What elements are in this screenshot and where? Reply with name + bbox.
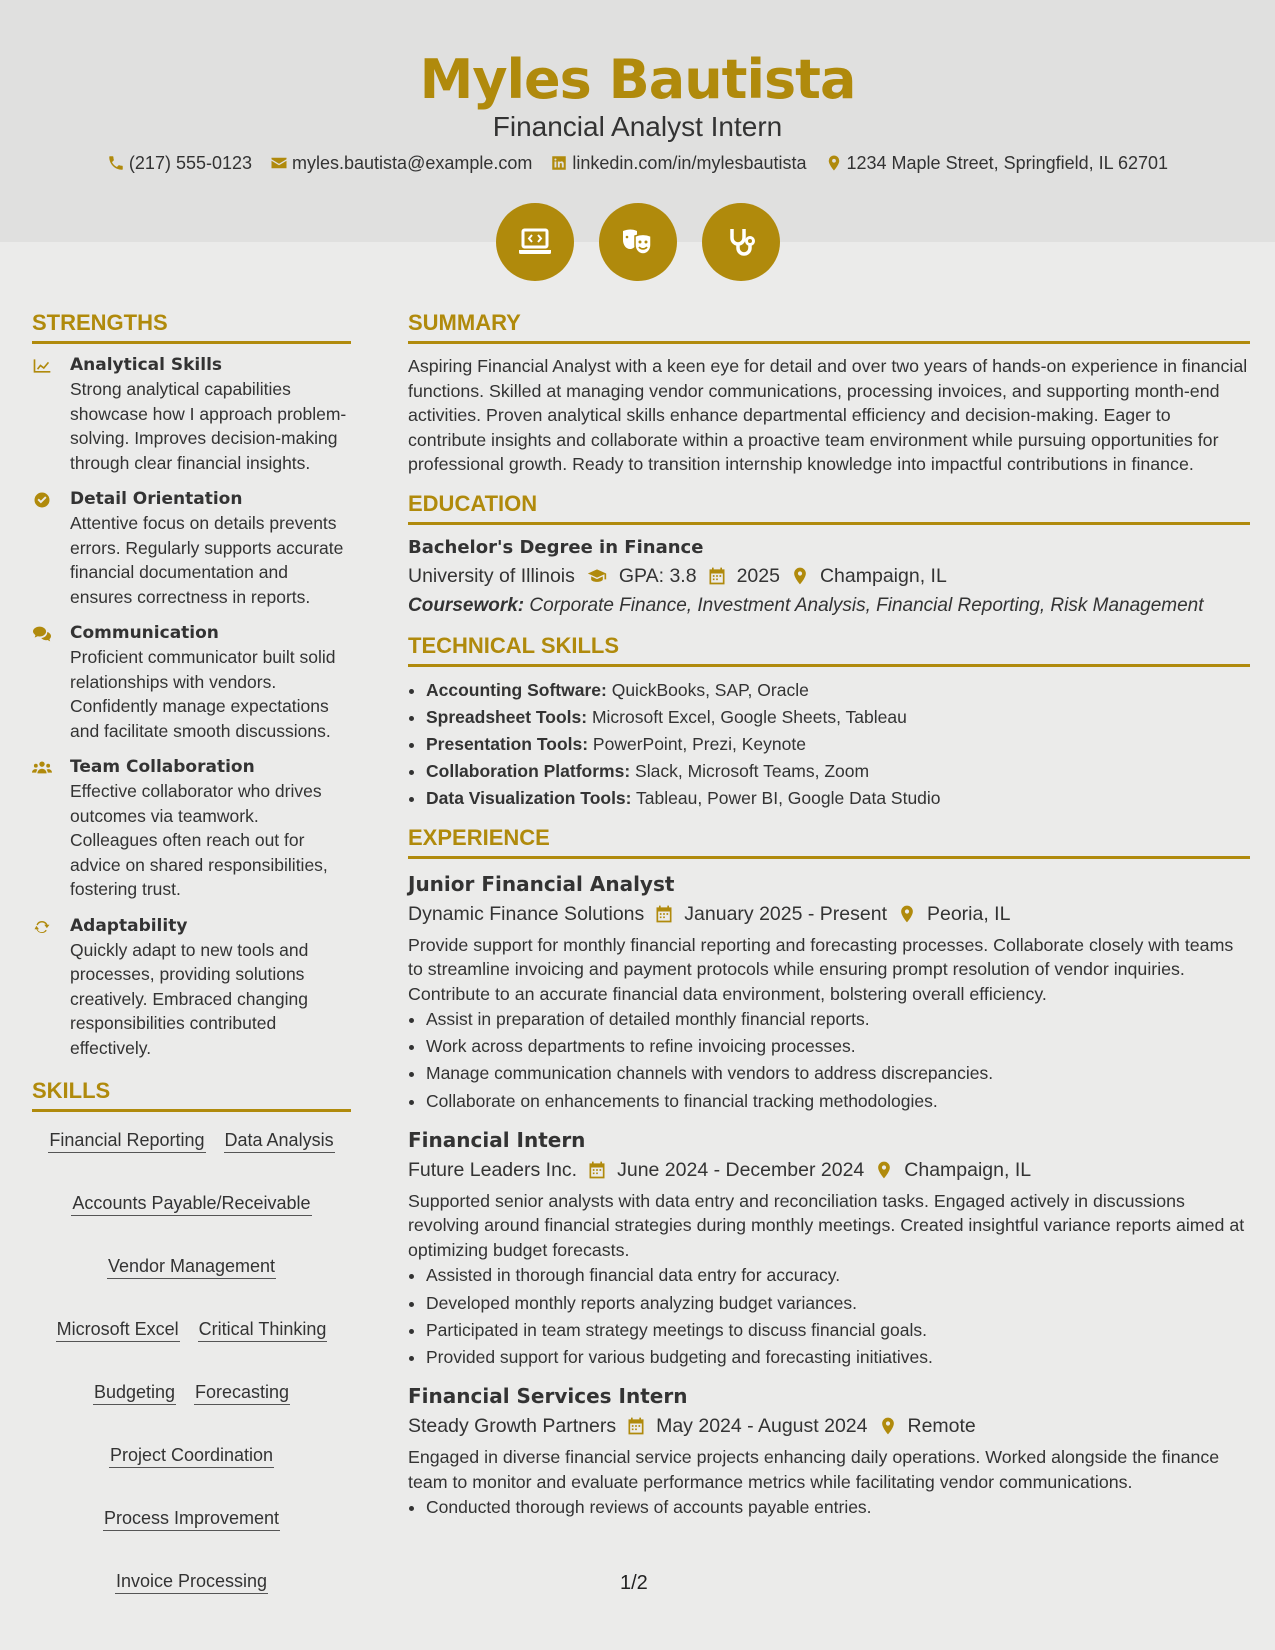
skill-tag: Vendor Management (107, 1254, 276, 1279)
technical-skills-list (408, 677, 1250, 813)
skill-tag: Forecasting (194, 1380, 290, 1405)
map-marker-icon (874, 1160, 894, 1180)
skill-tag: Project Coordination (109, 1443, 274, 1468)
job-location: Remote (907, 1415, 976, 1438)
left-column (32, 310, 351, 1594)
job-title: Financial Services Intern (408, 1384, 688, 1409)
candidate-name: Myles Bautista (419, 48, 856, 111)
coursework-label: Coursework: (408, 594, 525, 616)
laptop-code-icon (515, 222, 555, 262)
right-column (408, 310, 1250, 1531)
skill-tag: Microsoft Excel (56, 1317, 180, 1342)
contact-address (825, 151, 1169, 175)
education-year: 2025 (736, 564, 780, 587)
skill-tag: Financial Reporting (48, 1128, 205, 1153)
map-marker-icon (790, 566, 810, 586)
job-bullets (408, 1494, 1250, 1521)
job-description: Supported senior analysts with data entry and reconciliation tasks. Engaged actively in discussions revolving around financial strategies during monthly meetings. Created insightful variance reports aimed at optimizing budget forecasts. (408, 1190, 1245, 1260)
email-text: myles.bautista@example.com (292, 153, 533, 173)
job-bullets (408, 1006, 1250, 1115)
education-gpa: GPA: 3.8 (618, 564, 697, 587)
list-item: • Accounting Software: QuickBooks, SAP, Oracle (426, 677, 1250, 704)
experience-entry (408, 869, 1250, 1115)
job-meta (408, 1155, 1250, 1185)
skill-tag: Budgeting (93, 1380, 176, 1405)
skill-tag: Critical Thinking (198, 1317, 328, 1342)
education-location: Champaign, IL (819, 564, 947, 587)
strength-desc: Quickly adapt to new tools and processes, providing solutions creatively. Embraced changing responsibilities contributed effectively. (70, 939, 309, 1058)
job-meta (408, 899, 1250, 929)
list-item: • Provided support for various budgeting and forecasting initiatives. (426, 1344, 1250, 1371)
skill-tag: Accounts Payable/Receivable (71, 1191, 311, 1216)
education-school: University of Illinois (408, 564, 575, 587)
education-coursework (408, 591, 1250, 621)
theater-masks-icon (618, 222, 658, 262)
list-item: • Work across departments to refine invoicing processes. (426, 1033, 1250, 1060)
list-item: • Manage communication channels with vendors to address discrepancies. (426, 1060, 1250, 1087)
skills-list (32, 1122, 351, 1594)
list-item: • Conducted thorough reviews of accounts payable entries. (426, 1494, 1250, 1521)
experience-entry (408, 1125, 1250, 1371)
list-item: • Developed monthly reports analyzing budget variances. (426, 1290, 1250, 1317)
job-dates: January 2025 - Present (684, 902, 887, 925)
phone-text: (217) 555-0123 (128, 153, 253, 173)
sync-icon (32, 918, 52, 936)
interest-circle-coding (496, 203, 574, 281)
chart-line-icon (32, 357, 52, 375)
interest-circle-theater (599, 203, 677, 281)
job-company: Steady Growth Partners (408, 1415, 617, 1438)
strength-name: Analytical Skills (70, 355, 223, 375)
strength-item (32, 915, 351, 1061)
summary-text: Aspiring Financial Analyst with a keen eye for detail and over two years of hands-on experience in financial functions. Skilled at managing vendor communications, processing invoices, and supporting month-end activities. Proven analytical skills enhance departmental efficiency and decision-making. Eager to contribute insights and collaborate within a proactive team environment while pursuing opportunities for professional growth. Ready to transition internship knowledge into impactful contributions in finance. (408, 356, 1248, 474)
check-circle-icon (32, 491, 52, 509)
stethoscope-icon (721, 222, 761, 262)
strengths-heading: STRENGTHS (32, 310, 351, 344)
contact-linkedin[interactable] (550, 151, 806, 175)
strength-item (32, 488, 351, 609)
list-item: • Collaborate on enhancements to financial tracking methodologies. (426, 1088, 1250, 1115)
strength-item (32, 756, 351, 902)
contact-email[interactable] (270, 151, 532, 175)
linkedin-text: linkedin.com/in/mylesbautista (572, 153, 807, 173)
phone-icon (107, 154, 125, 172)
job-dates: May 2024 - August 2024 (656, 1415, 868, 1438)
strength-item (32, 622, 351, 743)
list-item: • Assisted in thorough financial data entry for accuracy. (426, 1262, 1250, 1289)
job-company: Future Leaders Inc. (408, 1158, 578, 1181)
strength-name: Team Collaboration (70, 757, 255, 777)
list-item: • Data Visualization Tools: Tableau, Power BI, Google Data Studio (426, 785, 1250, 812)
job-title: Junior Financial Analyst (408, 871, 675, 896)
experience-heading: EXPERIENCE (408, 825, 1250, 859)
list-item: • Assist in preparation of detailed monthly financial reports. (426, 1006, 1250, 1033)
map-marker-icon (897, 904, 917, 924)
contact-bar (0, 151, 1275, 175)
job-meta (408, 1411, 1250, 1441)
strength-desc: Proficient communicator built solid relationships with vendors. Confidently manage expectations and facilitate smooth discussions. (70, 647, 336, 741)
list-item: • Collaboration Platforms: Slack, Microsoft Teams, Zoom (426, 758, 1250, 785)
linkedin-icon (550, 154, 568, 172)
page-number: 1/2 (620, 1572, 648, 1594)
list-item: • Presentation Tools: PowerPoint, Prezi, Keynote (426, 731, 1250, 758)
envelope-icon (270, 154, 288, 172)
job-description: Engaged in diverse financial service projects enhancing daily operations. Worked alongside the finance team to monitor and evaluate performance metrics while facilitating vendor communications. (408, 1447, 1220, 1492)
job-location: Peoria, IL (926, 902, 1011, 925)
job-location: Champaign, IL (904, 1158, 1032, 1181)
skill-tag: Data Analysis (224, 1128, 335, 1153)
education-heading: EDUCATION (408, 491, 1250, 525)
comments-icon (32, 625, 52, 643)
education-meta (408, 561, 1250, 591)
skills-heading: SKILLS (32, 1078, 351, 1112)
calendar-icon (707, 566, 727, 586)
map-marker-icon (878, 1416, 898, 1436)
summary-heading: SUMMARY (408, 310, 1250, 344)
technical-skills-heading: TECHNICAL SKILLS (408, 633, 1250, 667)
experience-entry (408, 1381, 1250, 1521)
interest-circle-medical (702, 203, 780, 281)
coursework-list: Corporate Finance, Investment Analysis, Financial Reporting, Risk Management (524, 594, 1204, 616)
calendar-icon (587, 1160, 607, 1180)
interest-icons (0, 203, 1275, 281)
address-text: 1234 Maple Street, Springfield, IL 62701 (846, 153, 1169, 173)
job-title: Financial Intern (408, 1127, 586, 1152)
strength-name: Detail Orientation (70, 489, 243, 509)
strength-desc: Effective collaborator who drives outcomes via teamwork. Colleagues often reach out for advice on shared responsibilities, fostering trust. (70, 781, 328, 899)
strength-name: Communication (70, 623, 219, 643)
skill-tag: Process Improvement (103, 1506, 280, 1531)
candidate-title: Financial Analyst Intern (492, 111, 783, 142)
strength-item (32, 354, 351, 475)
map-marker-icon (825, 154, 843, 172)
contact-phone[interactable] (107, 151, 252, 175)
strength-desc: Attentive focus on details prevents errors. Regularly supports accurate financial documentation and ensures correctness in reports. (70, 513, 344, 607)
job-bullets (408, 1262, 1250, 1371)
list-item: • Spreadsheet Tools: Microsoft Excel, Google Sheets, Tableau (426, 704, 1250, 731)
calendar-icon (626, 1416, 646, 1436)
users-icon (32, 759, 52, 777)
strength-name: Adaptability (70, 915, 188, 936)
graduation-cap-icon (585, 566, 609, 586)
job-company: Dynamic Finance Solutions (408, 902, 645, 925)
list-item: • Participated in team strategy meetings to discuss financial goals. (426, 1317, 1250, 1344)
skill-tag: Invoice Processing (115, 1569, 268, 1594)
calendar-icon (654, 904, 674, 924)
strength-desc: Strong analytical capabilities showcase how I approach problem-solving. Improves decision-making through clear financial insights. (70, 379, 347, 473)
education-degree: Bachelor's Degree in Finance (408, 536, 704, 558)
job-description: Provide support for monthly financial reporting and forecasting processes. Collaborate closely with teams to streamline invoicing and payment protocols while ensuring prompt resolution of vendor inquiries. Contribute to an accurate financial data environment, bolstering overall efficiency. (408, 934, 1234, 1004)
job-dates: June 2024 - December 2024 (617, 1158, 865, 1181)
